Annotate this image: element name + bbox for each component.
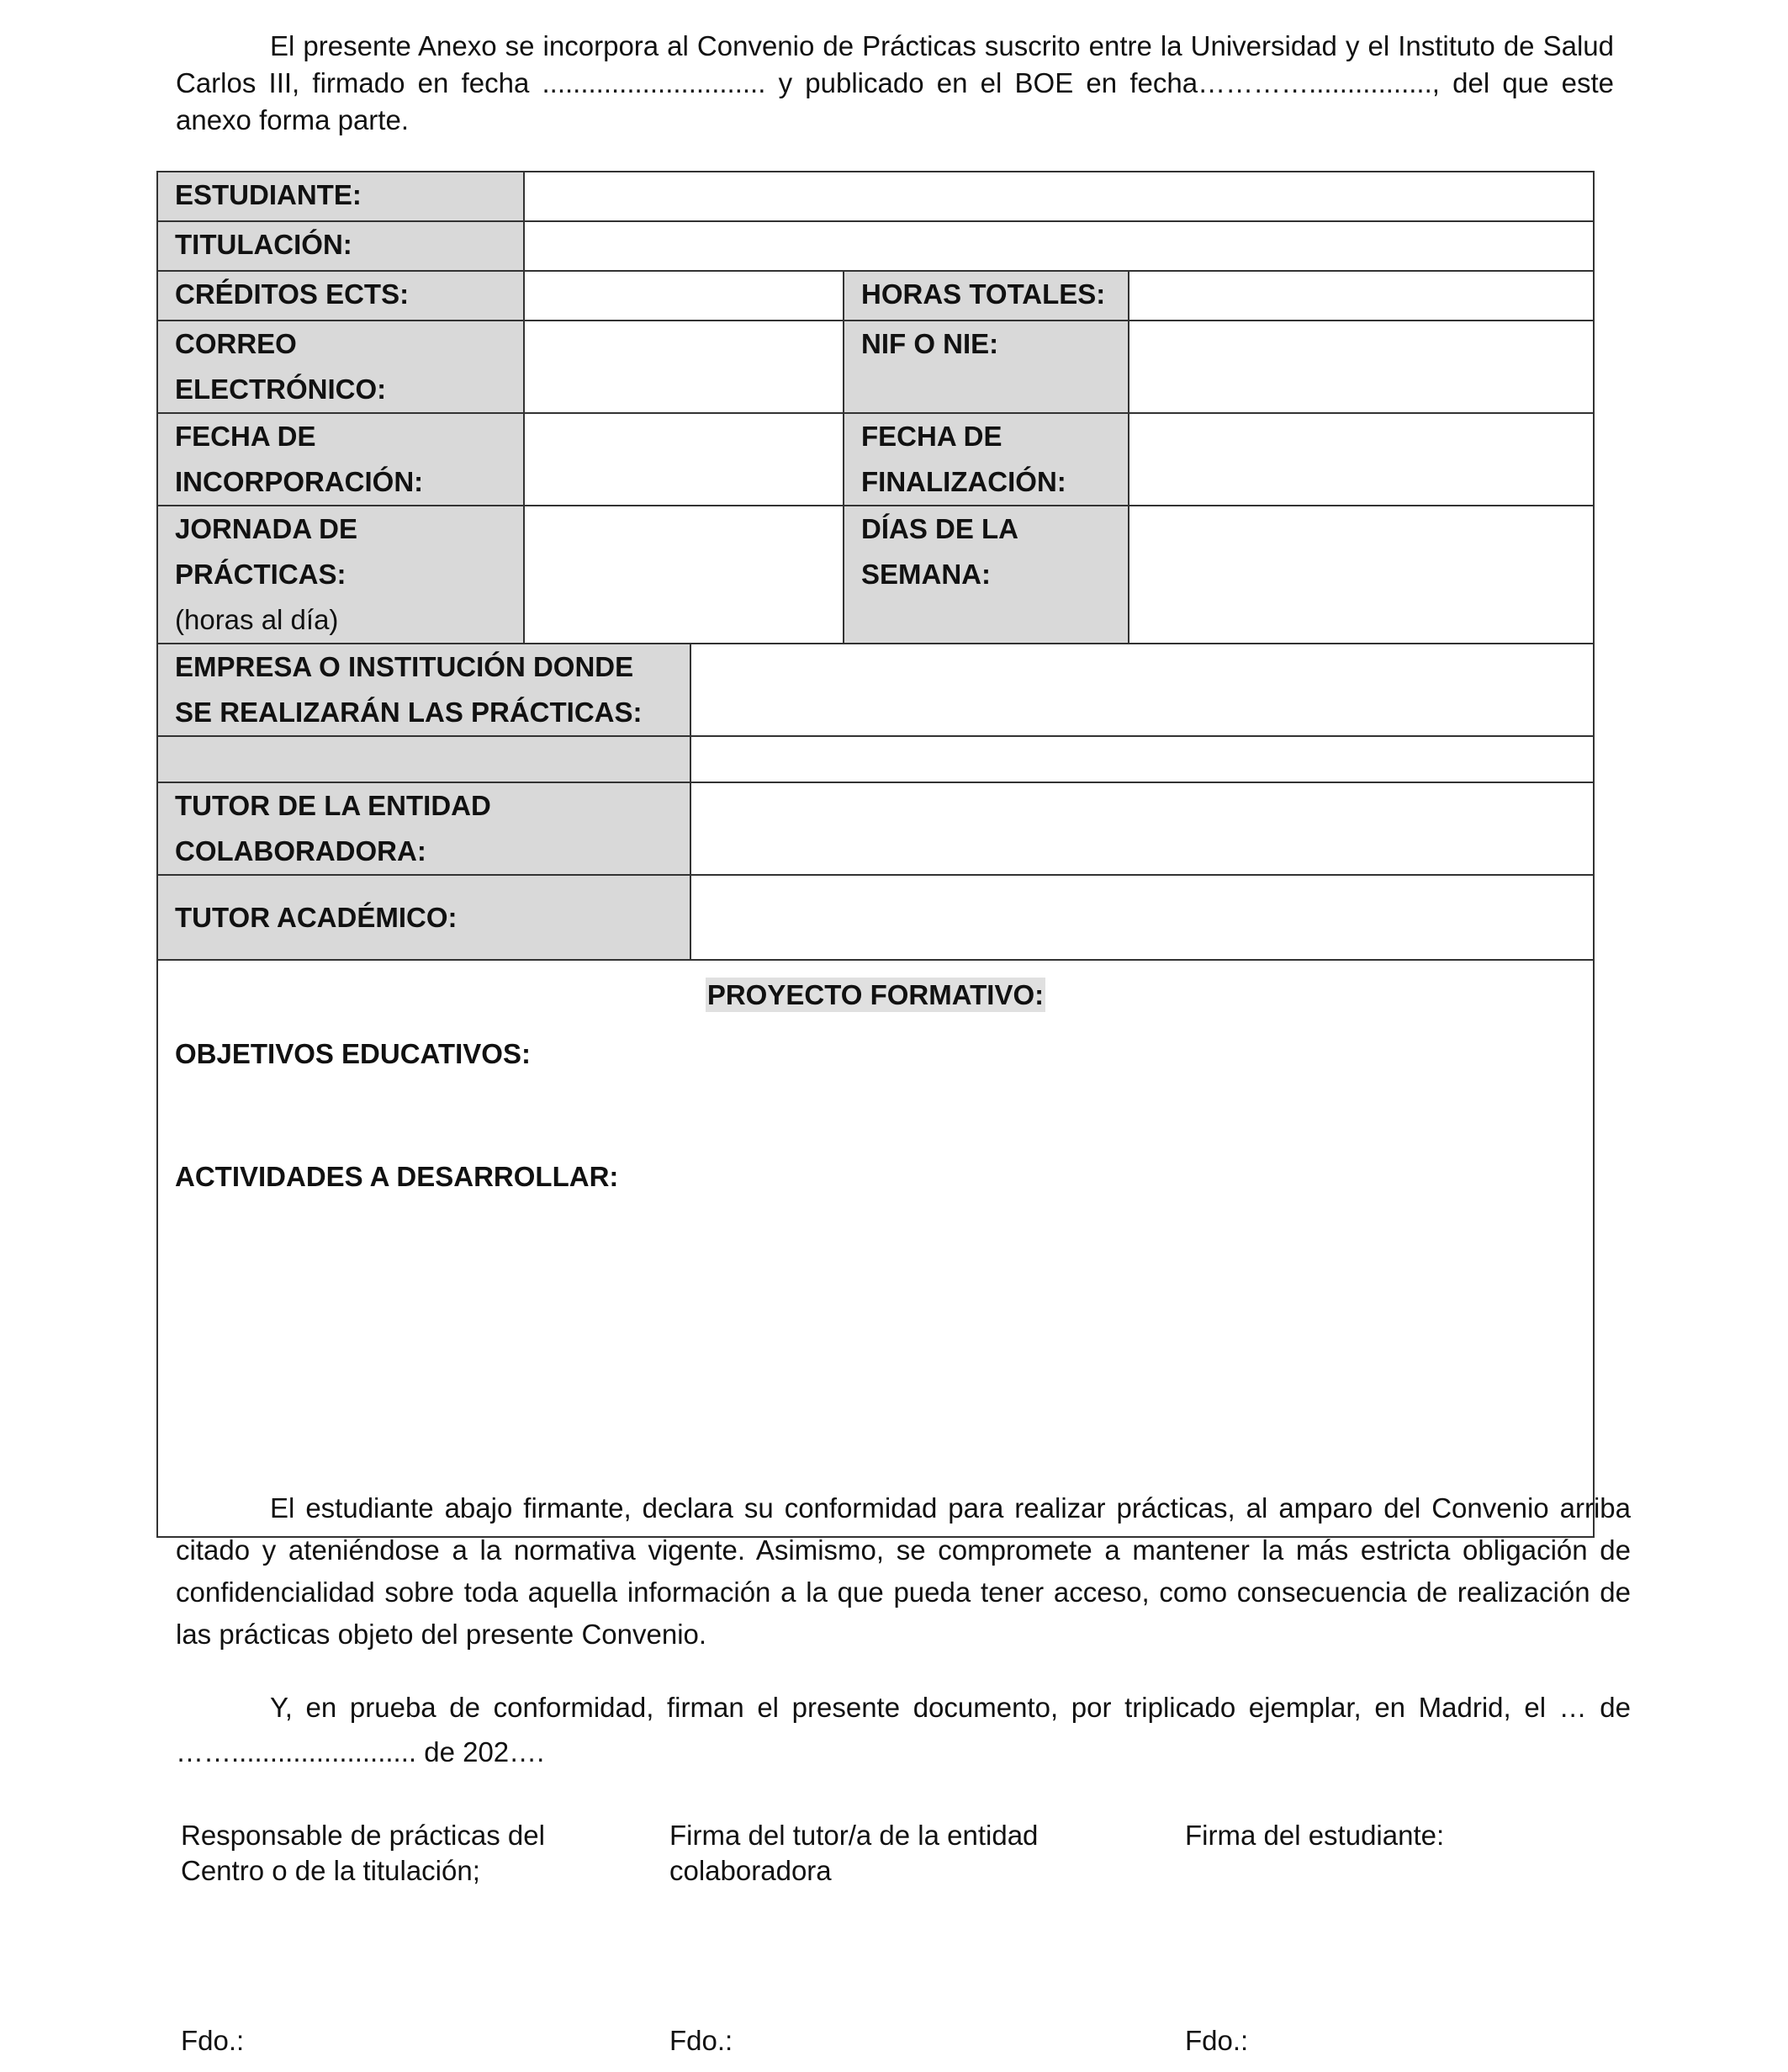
objectives-label: OBJETIVOS EDUCATIVOS: (175, 1038, 531, 1069)
total-hours-label: HORAS TOTALES: (844, 271, 1129, 321)
intro-text: El presente Anexo se incorpora al Convenio de Prácticas suscrito entre la Universidad y el Instituto de Salud Carlos III, firmado en fecha ............................. y publicado en el BOE en fecha…………................, del que este anexo forma parte. (176, 30, 1614, 135)
proof-text: Y, en prueba de conformidad, firman el presente documento, por triplicado ejemplar, en Madrid, el … de ……........................ de 202…. (176, 1692, 1631, 1767)
academic-tutor-field[interactable] (690, 875, 1594, 960)
total-hours-field[interactable] (1129, 271, 1594, 321)
degree-label: TITULACIÓN: (157, 221, 524, 271)
declaration-text: El estudiante abajo firmante, declara su conformidad para realizar prácticas, al amparo del Convenio arriba citado y ateniéndose a la normativa vigente. Asimismo, se compromete a mantener la más estricta obligación de confidencialidad sobre toda aquella información a la que pueda tener acceso, como consecuencia de realización de las prácticas objeto del presente Convenio. (176, 1492, 1631, 1650)
schedule-label: JORNADA DE PRÁCTICAS: (175, 513, 357, 590)
proof-paragraph (176, 1685, 1631, 1774)
signature-center-responsible (181, 1818, 618, 2056)
email-field[interactable] (524, 321, 844, 413)
signature-fdo: Fdo.: (181, 2025, 245, 2056)
academic-tutor-label: TUTOR ACADÉMICO: (157, 875, 690, 960)
schedule-label-cell (157, 506, 524, 644)
student-label: ESTUDIANTE: (157, 172, 524, 221)
credits-label: CRÉDITOS ECTS: (157, 271, 524, 321)
declaration-paragraph (176, 1487, 1631, 1656)
project-title-text: PROYECTO FORMATIVO: (706, 979, 1045, 1010)
start-date-field[interactable] (524, 413, 844, 506)
weekdays-field[interactable] (1129, 506, 1594, 644)
id-field[interactable] (1129, 321, 1594, 413)
student-field[interactable] (524, 172, 1594, 221)
objectives-area[interactable] (175, 1073, 1576, 1158)
weekdays-label: DÍAS DE LA SEMANA: (844, 506, 1129, 644)
signature-role: Firma del tutor/a de la entidad colaboradora (669, 1820, 1039, 1886)
student-form-table (156, 171, 1595, 1538)
company-field[interactable] (690, 644, 1594, 736)
company-label: EMPRESA O INSTITUCIÓN DONDE SE REALIZARÁN LAS PRÁCTICAS: (157, 644, 690, 736)
project-title (175, 976, 1576, 1015)
activities-label: ACTIVIDADES A DESARROLLAR: (175, 1161, 619, 1192)
start-date-label: FECHA DE INCORPORACIÓN: (157, 413, 524, 506)
blank-label-cell (157, 736, 690, 782)
schedule-note: (horas al día) (175, 604, 339, 635)
email-label: CORREO ELECTRÓNICO: (157, 321, 524, 413)
entity-tutor-field[interactable] (690, 782, 1594, 875)
signature-fdo: Fdo.: (1185, 2025, 1249, 2056)
training-project-section[interactable] (157, 960, 1594, 1537)
blank-field[interactable] (690, 736, 1594, 782)
id-label: NIF O NIE: (844, 321, 1129, 413)
credits-field[interactable] (524, 271, 844, 321)
intro-paragraph (176, 28, 1614, 139)
signature-entity-tutor (669, 1818, 1140, 2056)
signature-student (1185, 1818, 1605, 2056)
signature-role: Responsable de prácticas del Centro o de la titulación; (181, 1820, 545, 1886)
end-date-label: FECHA DE FINALIZACIÓN: (844, 413, 1129, 506)
signature-role: Firma del estudiante: (1185, 1820, 1445, 1851)
schedule-field[interactable] (524, 506, 844, 644)
signature-fdo: Fdo.: (669, 2025, 733, 2056)
degree-field[interactable] (524, 221, 1594, 271)
end-date-field[interactable] (1129, 413, 1594, 506)
entity-tutor-label: TUTOR DE LA ENTIDAD COLABORADORA: (157, 782, 690, 875)
